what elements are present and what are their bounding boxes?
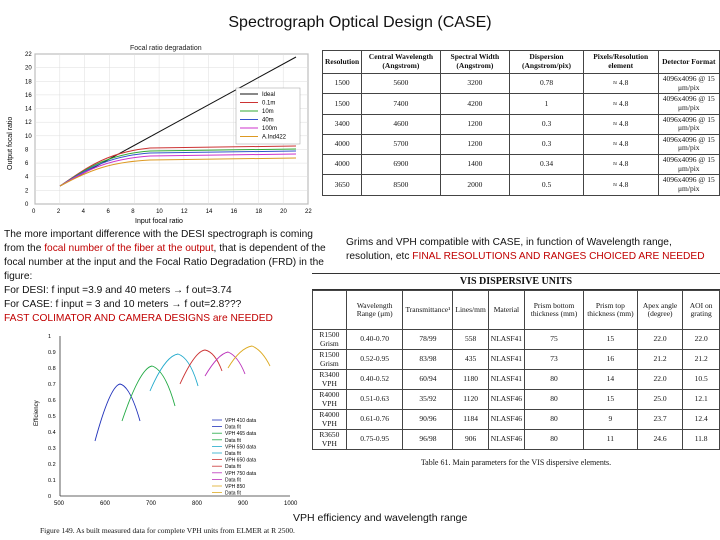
table-cell: 16 xyxy=(583,350,637,370)
table-cell: 4000 xyxy=(323,134,362,154)
table-row xyxy=(323,155,720,175)
table-cell: 1 xyxy=(510,94,584,114)
eff-y-label: Efficiency xyxy=(34,400,40,426)
frd-curve-40m xyxy=(60,151,296,186)
eff-x-tick-label: 500 xyxy=(54,501,65,507)
table-cell: 15 xyxy=(583,330,637,350)
frd-description xyxy=(4,228,332,326)
table-cell: NLASF41 xyxy=(488,330,524,350)
desi-line: For DESI: f input =3.9 and 40 meters → f out=3.74 xyxy=(4,285,232,296)
table-row xyxy=(323,94,720,114)
frd-y-tick-label: 10 xyxy=(25,133,32,140)
slide-title: Spectrograph Optical Design (CASE) xyxy=(228,14,492,31)
table-cell: 558 xyxy=(453,330,488,350)
frd-y-tick-label: 0 xyxy=(25,202,29,208)
table-cell: R3400 VPH xyxy=(313,370,347,390)
table-cell: 11.8 xyxy=(683,430,720,450)
frd-y-tick-label: 14 xyxy=(25,106,32,113)
eff-x-tick-label: 1000 xyxy=(284,501,298,507)
table-cell: 83/98 xyxy=(403,350,453,370)
frd-y-tick-label: 16 xyxy=(25,92,32,99)
frd-x-tick-label: 16 xyxy=(230,209,238,215)
frd-legend-label: A.Ind422 xyxy=(262,134,287,141)
frd-x-tick-label: 22 xyxy=(305,209,312,215)
table-cell: 0.75-0.95 xyxy=(346,430,403,450)
desc-text-1: The more important difference with the DESI spectrograph is coming from the xyxy=(4,229,313,254)
vis-table-header-cell: Prism top thickness (mm) xyxy=(583,291,637,330)
table-cell: 0.3 xyxy=(510,114,584,134)
eff-y-tick-label: 0.6 xyxy=(48,398,56,404)
vph-efficiency-chart xyxy=(0,326,305,522)
frd-x-tick-label: 2 xyxy=(56,209,61,215)
table-cell: NLASF46 xyxy=(488,390,524,410)
frd-x-tick-label: 6 xyxy=(106,209,110,215)
frd-y-tick-label: 2 xyxy=(25,188,29,195)
grism-note-highlight: FINAL RESOLUTIONS AND RANGES CHOICED ARE NEEDED xyxy=(412,251,705,262)
table-cell: 21.2 xyxy=(683,350,720,370)
table-cell: 4096x4096 @ 15 μm/pix xyxy=(658,175,719,195)
table-cell: R4000 VPH xyxy=(313,390,347,410)
table-cell: ≈ 4.8 xyxy=(583,134,658,154)
resolution-table-header-cell: Central Wavelength (Angstrom) xyxy=(362,51,440,74)
eff-y-tick-label: 0.1 xyxy=(48,478,56,484)
vph-caption: VPH efficiency and wavelength range xyxy=(293,512,468,524)
eff-legend-label: Data fit xyxy=(225,437,241,444)
frd-y-tick-label: 22 xyxy=(25,52,32,58)
eff-legend-label: VPH 465 data xyxy=(225,431,257,438)
eff-x-tick-label: 800 xyxy=(192,501,203,507)
table-cell: ≈ 4.8 xyxy=(583,114,658,134)
table-cell: 22.0 xyxy=(637,370,682,390)
table-cell: 80 xyxy=(525,370,584,390)
vis-table-header-cell: Material xyxy=(488,291,524,330)
eff-legend-label: VPH 410 data xyxy=(225,418,257,424)
eff-x-tick-label: 700 xyxy=(146,501,157,507)
table-cell: NLASF46 xyxy=(488,410,524,430)
needed-line: FAST COLIMATOR AND CAMERA DESIGNS are NEEDED xyxy=(4,313,273,324)
vis-table-header-cell: Prism bottom thickness (mm) xyxy=(525,291,584,330)
table-cell: 0.40-0.52 xyxy=(346,370,403,390)
table-row xyxy=(323,175,720,195)
table-row xyxy=(313,330,720,350)
table-cell: 3200 xyxy=(440,74,510,94)
table-cell: NLASF46 xyxy=(488,430,524,450)
eff-y-tick-label: 0.7 xyxy=(48,382,56,388)
eff-curve-750 xyxy=(205,352,245,376)
frd-chart xyxy=(0,40,320,230)
table-row xyxy=(323,114,720,134)
eff-y-tick-label: 0.9 xyxy=(48,350,56,356)
table-cell: 1200 xyxy=(440,114,510,134)
eff-legend-label: VPH 850 xyxy=(225,484,246,490)
eff-y-ticks xyxy=(48,334,56,500)
table-cell: 435 xyxy=(453,350,488,370)
table-cell: 23.7 xyxy=(637,410,682,430)
frd-legend-label: 0.1m xyxy=(262,100,276,107)
table-cell: 4000 xyxy=(323,155,362,175)
table-cell: 73 xyxy=(525,350,584,370)
resolution-table-header-cell: Detector Format xyxy=(658,51,719,74)
table-cell: 0.51-0.63 xyxy=(346,390,403,410)
table-cell: NLASF41 xyxy=(488,350,524,370)
frd-curve-aind422 xyxy=(60,158,296,186)
table-cell: 5700 xyxy=(362,134,440,154)
vis-table-header-cell: Apex angle (degree) xyxy=(637,291,682,330)
frd-x-tick-label: 14 xyxy=(205,209,213,215)
table-cell: 4600 xyxy=(362,114,440,134)
table-cell: R4000 VPH xyxy=(313,410,347,430)
table-cell: 22.0 xyxy=(683,330,720,350)
table-cell: 35/92 xyxy=(403,390,453,410)
table-cell: 1120 xyxy=(453,390,488,410)
table-cell: 15 xyxy=(583,390,637,410)
eff-y-tick-label: 0.5 xyxy=(48,414,56,420)
table-cell: 0.78 xyxy=(510,74,584,94)
table-cell: 3650 xyxy=(323,175,362,195)
table-cell: 2000 xyxy=(440,175,510,195)
table-cell: 60/94 xyxy=(403,370,453,390)
table-cell: NLASF41 xyxy=(488,370,524,390)
vis-table-header-cell: Lines/mm xyxy=(453,291,488,330)
resolution-table-header xyxy=(323,51,720,74)
table-row xyxy=(323,74,720,94)
table-cell: 0.40-0.70 xyxy=(346,330,403,350)
table-cell: R1500 Grism xyxy=(313,350,347,370)
table-cell: 75 xyxy=(525,330,584,350)
table-cell: 80 xyxy=(525,410,584,430)
table-cell: 22.0 xyxy=(637,330,682,350)
eff-x-tick-label: 900 xyxy=(238,501,249,507)
table-cell: 78/99 xyxy=(403,330,453,350)
eff-y-tick-label: 1 xyxy=(48,334,52,340)
desc-highlight: focal number of the fiber at the output xyxy=(44,243,214,254)
frd-y-tick-label: 20 xyxy=(25,65,32,72)
vis-dispersive-panel xyxy=(312,273,720,467)
table-cell: 80 xyxy=(525,430,584,450)
eff-y-tick-label: 0.3 xyxy=(48,446,56,452)
eff-legend-label: Data fit xyxy=(225,451,241,457)
table-cell: 1184 xyxy=(453,410,488,430)
frd-legend-label: Ideal xyxy=(262,92,276,98)
table-row xyxy=(313,350,720,370)
frd-x-tick-label: 4 xyxy=(81,209,85,215)
table-cell: 9 xyxy=(583,410,637,430)
frd-y-tick-label: 18 xyxy=(25,79,32,86)
table-cell: 10.5 xyxy=(683,370,720,390)
table-cell: 96/98 xyxy=(403,430,453,450)
frd-x-tick-label: 12 xyxy=(180,209,188,215)
vis-table-header-cell xyxy=(313,291,347,330)
table-cell: 1500 xyxy=(323,94,362,114)
resolution-table-header-cell: Pixels/Resolution element xyxy=(583,51,658,74)
vis-table-title: VIS DISPERSIVE UNITS xyxy=(312,273,720,290)
frd-y-tick-label: 4 xyxy=(25,174,29,181)
frd-y-tick-label: 8 xyxy=(25,147,29,154)
table-row xyxy=(313,410,720,430)
table-cell: 11 xyxy=(583,430,637,450)
eff-legend-label: Data fit xyxy=(225,477,241,484)
resolution-table-header-cell: Dispersion (Angstrom/pix) xyxy=(510,51,584,74)
table-cell: 5600 xyxy=(362,74,440,94)
table-cell: 3400 xyxy=(323,114,362,134)
eff-curve-550 xyxy=(150,354,198,391)
eff-legend-label: Data fit xyxy=(225,490,241,497)
eff-legend xyxy=(212,418,256,497)
table-cell: 6900 xyxy=(362,155,440,175)
table-cell: R1500 Grism xyxy=(313,330,347,350)
table-cell: 12.1 xyxy=(683,390,720,410)
table-cell: 906 xyxy=(453,430,488,450)
table-cell: 0.34 xyxy=(510,155,584,175)
table-cell: 0.3 xyxy=(510,134,584,154)
table-cell: 21.2 xyxy=(637,350,682,370)
table-cell: 7400 xyxy=(362,94,440,114)
table-cell: 0.52-0.95 xyxy=(346,350,403,370)
table-cell: 12.4 xyxy=(683,410,720,430)
eff-legend-label: VPH 550 data xyxy=(225,444,257,451)
table-cell: 1400 xyxy=(440,155,510,175)
frd-x-tick-label: 20 xyxy=(280,209,287,215)
vis-dispersive-table xyxy=(312,290,720,450)
frd-x-tick-label: 10 xyxy=(156,209,163,215)
table-cell: ≈ 4.8 xyxy=(583,74,658,94)
frd-x-tick-label: 18 xyxy=(255,209,263,215)
vis-table-header-cell: Wavelength Range (μm) xyxy=(346,291,403,330)
table-cell: R3650 VPH xyxy=(313,430,347,450)
resolution-table-header-cell: Resolution xyxy=(323,51,362,74)
frd-x-label: Input focal ratio xyxy=(135,218,183,225)
table-cell: 8500 xyxy=(362,175,440,195)
eff-y-tick-label: 0.2 xyxy=(48,462,56,468)
vis-table-header-cell: AOI on grating xyxy=(683,291,720,330)
table-cell: 4096x4096 @ 15 μm/pix xyxy=(658,134,719,154)
table-cell: 1500 xyxy=(323,74,362,94)
eff-x-tick-label: 600 xyxy=(100,501,111,507)
vis-table-header-cell: Transmittance¹ xyxy=(403,291,453,330)
table-cell: 24.6 xyxy=(637,430,682,450)
frd-legend-label: 100m xyxy=(262,126,278,132)
eff-curve-650 xyxy=(180,350,222,384)
eff-legend-label: VPH 650 data xyxy=(225,457,257,464)
resolution-table xyxy=(322,50,720,196)
grism-note-text: Grims and VPH compatible with CASE, in function of Wavelength range, resolution, etc xyxy=(346,237,672,262)
table-cell: 1200 xyxy=(440,134,510,154)
frd-legend-label: 40m xyxy=(262,117,274,124)
frd-x-ticks xyxy=(32,209,312,215)
table-row xyxy=(323,134,720,154)
table-cell: ≈ 4.8 xyxy=(583,175,658,195)
table-cell: 4200 xyxy=(440,94,510,114)
case-line: For CASE: f input = 3 and 10 meters → f out=2.8??? xyxy=(4,299,242,310)
eff-y-tick-label: 0.4 xyxy=(48,430,56,436)
table-cell: 25.0 xyxy=(637,390,682,410)
eff-legend-label: Data fit xyxy=(225,464,241,471)
frd-legend-label: 10m xyxy=(262,109,274,115)
eff-y-tick-label: 0.8 xyxy=(48,366,56,372)
table-cell: 0.5 xyxy=(510,175,584,195)
table-cell: 14 xyxy=(583,370,637,390)
figure-caption: Figure 149. As built measured data for complete VPH units from ELMER at R 2500. xyxy=(40,526,295,535)
vis-table-header xyxy=(313,291,720,330)
frd-x-tick-label: 8 xyxy=(131,209,135,215)
desc-text-2: , that is dependent of the focal number at the input and the Focal Ratio Degradation (FRD) in the figure: xyxy=(4,243,326,282)
resolution-table-header-cell: Spectral Width (Angstrom) xyxy=(440,51,510,74)
table-cell: 0.61-0.76 xyxy=(346,410,403,430)
table-row xyxy=(313,370,720,390)
frd-y-tick-label: 6 xyxy=(25,161,29,168)
grism-note xyxy=(346,236,720,264)
eff-legend-label: Data fit xyxy=(225,424,241,431)
table-row xyxy=(313,390,720,410)
table-cell: ≈ 4.8 xyxy=(583,94,658,114)
table-cell: 4096x4096 @ 15 μm/pix xyxy=(658,114,719,134)
frd-chart-title: Focal ratio degradation xyxy=(130,45,202,52)
frd-y-label: Output focal ratio xyxy=(7,116,14,170)
eff-y-tick-label: 0 xyxy=(48,494,52,500)
table-cell: 4096x4096 @ 15 μm/pix xyxy=(658,155,719,175)
eff-x-ticks xyxy=(54,501,298,507)
table-cell: 4096x4096 @ 15 μm/pix xyxy=(658,94,719,114)
frd-y-ticks xyxy=(25,52,32,208)
eff-legend-label: VPH 750 data xyxy=(225,470,257,477)
table-cell: 4096x4096 @ 15 μm/pix xyxy=(658,74,719,94)
vis-table-caption: Table 61. Main parameters for the VIS dispersive elements. xyxy=(420,458,612,467)
table-cell: 90/96 xyxy=(403,410,453,430)
table-cell: 1180 xyxy=(453,370,488,390)
table-row xyxy=(313,430,720,450)
eff-curve-850 xyxy=(228,346,270,368)
table-cell: 80 xyxy=(525,390,584,410)
frd-y-tick-label: 12 xyxy=(25,120,32,127)
table-cell: ≈ 4.8 xyxy=(583,155,658,175)
frd-x-tick-label: 0 xyxy=(32,209,36,215)
